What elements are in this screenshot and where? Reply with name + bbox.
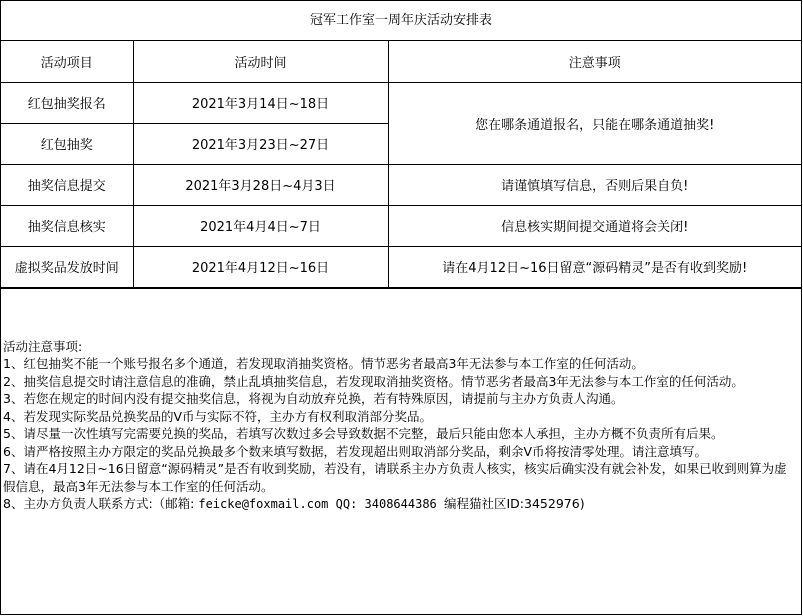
note-item: 4、若发现实际奖品兑换奖品的V币与实际不符，主办方有权利取消部分奖品。: [3, 408, 433, 424]
row-note: 信息核实期间提交通道将会关闭!: [388, 205, 801, 246]
contact-email[interactable]: feicke@foxmail.com: [198, 497, 329, 511]
notes-section: [1, 338, 801, 514]
note-item: 7、请在4月12日~16日留意“源码精灵”是否有收到奖励，若没有，请联系主办方负责人核实，核实后确实没有就会补发，如果已收到则算为虚假信息，最高3年无法参与本工作室的任何活动。: [3, 461, 787, 494]
contact-community: 编程猫社区ID:3452976): [444, 496, 585, 511]
table-row: [1, 205, 801, 246]
sheet-title: 冠军工作室一周年庆活动安排表: [1, 1, 801, 41]
row-note: 请在4月12日~16日留意“源码精灵”是否有收到奖励!: [388, 246, 801, 287]
notes-heading: 活动注意事项:: [3, 338, 83, 354]
note-item: 1、红包抽奖不能一个账号报名多个通道，若发现取消抽奖资格。情节恶劣者最高3年无法参与本工作室的任何活动。: [3, 356, 644, 371]
row-time: 2021年4月4日~7日: [133, 205, 388, 246]
header-notes: 注意事项: [388, 41, 801, 82]
row-time: 2021年3月23日~27日: [133, 123, 388, 164]
note-item: 2、抽奖信息提交时请注意信息的准确，禁止乱填抽奖信息，若发现取消抽奖资格。情节恶劣者最高3年无法参与本工作室的任何活动。: [3, 373, 744, 389]
table-row: [1, 82, 801, 123]
row-activity: 红包抽奖: [1, 123, 133, 164]
header-activity: 活动项目: [1, 41, 133, 82]
row-activity: 抽奖信息提交: [1, 164, 133, 205]
note-item: 6、请严格按照主办方限定的奖品兑换最多个数来填写数据，若发现超出则取消部分奖品，剩余V币将按清零处理。请注意填写。: [3, 443, 708, 459]
schedule-table: [1, 41, 801, 288]
table-row: [1, 164, 801, 205]
note-item: 5、请尽量一次性填写完需要兑换的奖品，若填写次数过多会导致数据不完整，最后只能由您本人承担，主办方概不负责所有后果。: [3, 426, 724, 441]
contact-line: [3, 495, 799, 514]
merged-note-cell: 您在哪条通道报名，只能在哪条通道抽奖!: [388, 82, 801, 164]
table-row: [1, 246, 801, 287]
row-time: 2021年3月28日~4月3日: [133, 164, 388, 205]
header-time: 活动时间: [133, 41, 388, 82]
row-activity: 虚拟奖品发放时间: [1, 246, 133, 287]
contact-prefix: 8、主办方负责人联系方式:（邮箱:: [3, 496, 199, 511]
row-note: 请谨慎填写信息，否则后果自负!: [388, 164, 801, 205]
row-activity: 抽奖信息核实: [1, 205, 133, 246]
row-time: 2021年4月12日~16日: [133, 246, 388, 287]
contact-qq: QQ: 3408644386: [328, 497, 444, 511]
note-item: 3、若您在规定的时间内没有提交抽奖信息，将视为自动放弃兑换，若有特殊原因，请提前与主办方负责人沟通。: [3, 391, 624, 406]
row-time: 2021年3月14日~18日: [133, 82, 388, 123]
blank-spacer-row: [1, 288, 801, 338]
row-activity: 红包抽奖报名: [1, 82, 133, 123]
table-header-row: [1, 41, 801, 82]
